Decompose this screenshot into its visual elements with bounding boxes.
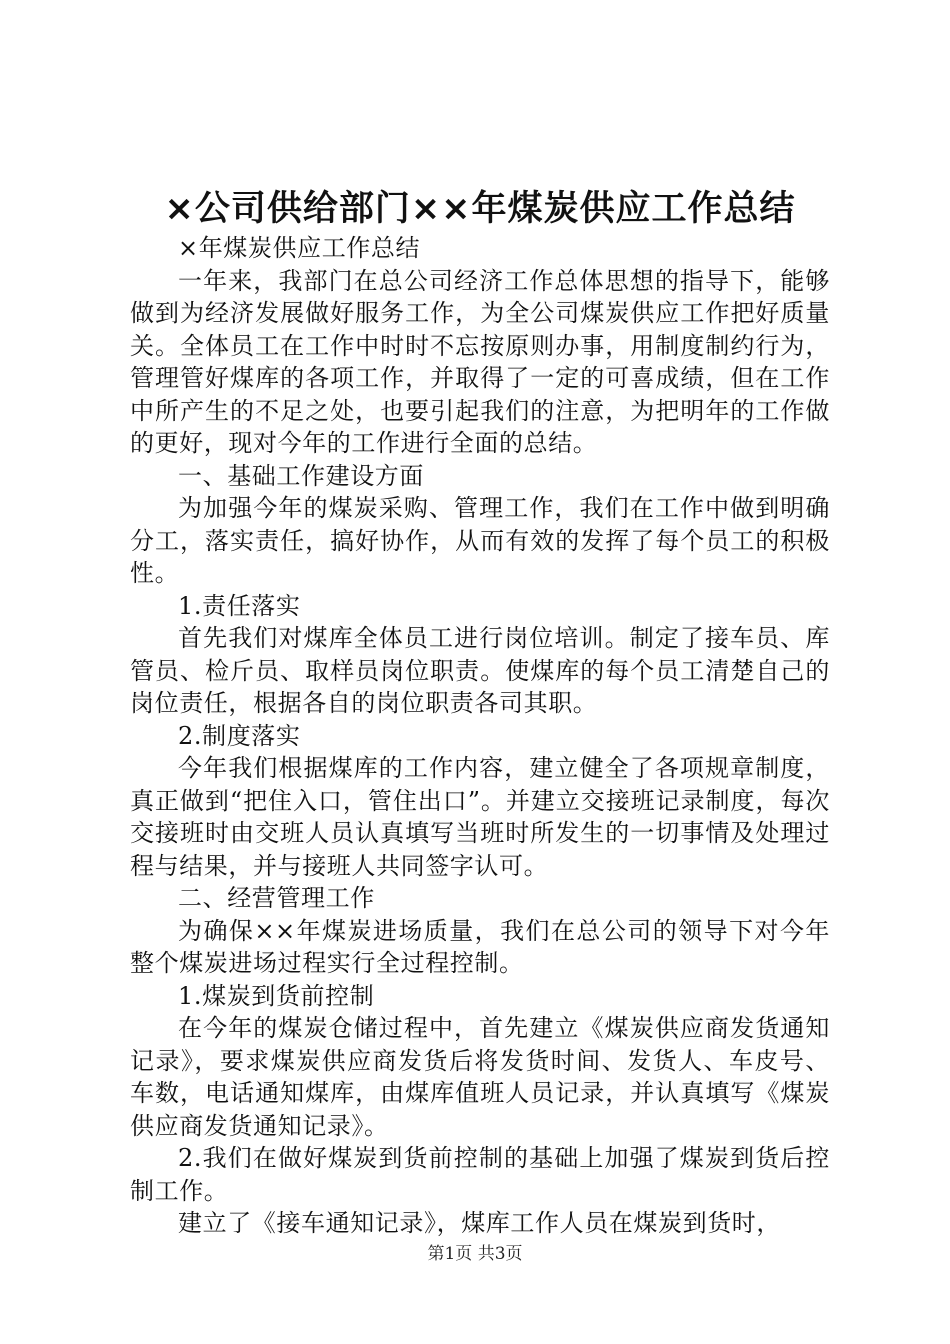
body-paragraph: 2.我们在做好煤炭到货前控制的基础上加强了煤炭到货后控制工作。 xyxy=(130,1144,830,1205)
subsection-heading: 2.制度落实 xyxy=(178,721,301,750)
section-heading: 一、基础工作建设方面 xyxy=(178,461,424,490)
subsection-heading: 1.责任落实 xyxy=(178,591,301,620)
body-paragraph: 今年我们根据煤库的工作内容，建立健全了各项规章制度，真正做到“把住入口，管住出口”。并建立交接班记录制度，每次交接班时由交班人员认真填写当班时所发生的一切事情及处理过程与结果，并与接班人共同签字认可。 xyxy=(130,754,830,880)
body-paragraph: 建立了《接车通知记录》，煤库工作人员在煤炭到货时， xyxy=(178,1209,781,1237)
section-heading: 二、经营管理工作 xyxy=(178,884,375,912)
body-paragraph: 为确保××年煤炭进场质量，我们在总公司的领导下对今年整个煤炭进场过程实行全过程控制。 xyxy=(130,916,830,977)
body-paragraph: 在今年的煤炭仓储过程中，首先建立《煤炭供应商发货通知记录》，要求煤炭供应商发货后将发货时间、发货人、车皮号、车数，电话通知煤库，由煤库值班人员记录，并认真填写《煤炭供应商发货通知记录》。 xyxy=(130,1014,830,1140)
document-title: ×公司供给部门××年煤炭供应工作总结 xyxy=(164,189,796,229)
body-paragraph: 一年来，我部门在总公司经济工作总体思想的指导下，能够做到为经济发展做好服务工作，为全公司煤炭供应工作把好质量关。全体员工在工作中时时不忘按原则办事，用制度制约行为，管理管好煤库的各项工作，并取得了一定的可喜成绩，但在工作中所产生的不足之处，也要引起我们的注意，为把明年的工作做的更好，现对今年的工作进行全面的总结。 xyxy=(130,266,830,457)
body-paragraph: 首先我们对煤库全体员工进行岗位培训。制定了接车员、库管员、检斤员、取样员岗位职责。使煤库的每个员工清楚自己的岗位责任，根据各自的岗位职责各司其职。 xyxy=(130,624,830,717)
page-footer: 第1页 共3页 xyxy=(427,1244,523,1264)
body-paragraph: 为加强今年的煤炭采购、管理工作，我们在工作中做到明确分工，落实责任，搞好协作，从而有效的发挥了每个员工的积极性。 xyxy=(130,494,830,587)
subsection-heading: 1.煤炭到货前控制 xyxy=(178,981,375,1010)
document-body xyxy=(130,232,830,1240)
section-heading: ×年煤炭供应工作总结 xyxy=(178,234,421,262)
